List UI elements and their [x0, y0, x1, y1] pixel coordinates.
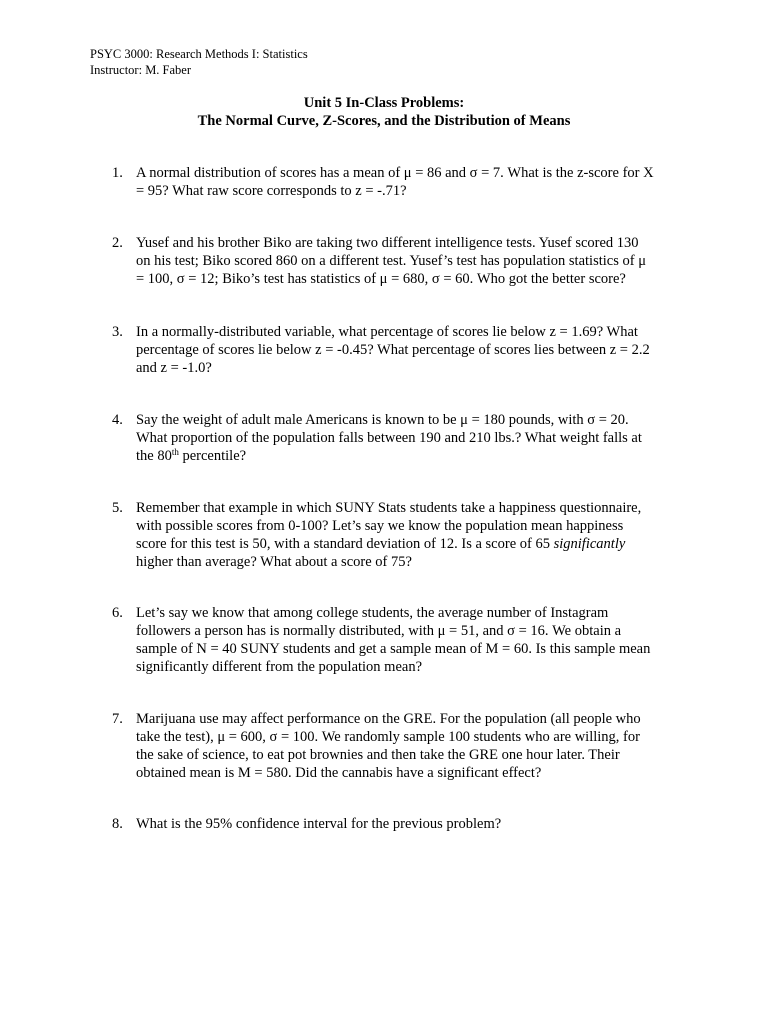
question-line: = 95? What raw score corresponds to z = -.71? — [136, 183, 407, 199]
course-name: PSYC 3000: Research Methods I: Statistics — [90, 47, 308, 61]
question-line: In a normally-distributed variable, what percentage of scores lie below z = 1.69? What — [136, 324, 638, 340]
line-text: the 80 — [136, 448, 172, 464]
question-text — [136, 499, 682, 571]
question-line: higher than average? What about a score of 75? — [136, 554, 412, 570]
document-title — [0, 94, 768, 130]
question-5 — [112, 499, 682, 571]
question-number: 6. — [112, 605, 123, 621]
question-line: on his test; Biko scored 860 on a different test. Yusef’s test has population statistics of μ — [136, 253, 646, 269]
question-line: = 100, σ = 12; Biko’s test has statistics of μ = 680, σ = 60. Who got the better score? — [136, 271, 626, 287]
question-line: sample of N = 40 SUNY students and get a sample mean of M = 60. Is this sample mean — [136, 641, 651, 657]
question-2 — [112, 234, 682, 288]
question-text — [136, 323, 682, 377]
question-text — [136, 815, 682, 833]
question-number: 8. — [112, 816, 123, 832]
question-line: followers a person has is normally distributed, with μ = 51, and σ = 16. We obtain a — [136, 623, 622, 639]
title-line-2: The Normal Curve, Z-Scores, and the Distribution of Means — [197, 113, 571, 129]
question-text — [136, 710, 682, 782]
question-line: Marijuana use may affect performance on the GRE. For the population (all people who — [136, 711, 641, 727]
question-3 — [112, 323, 682, 377]
question-line: with possible scores from 0-100? Let’s say we know the population mean happiness — [136, 518, 624, 534]
question-line: Yusef and his brother Biko are taking two different intelligence tests. Yusef scored 130 — [136, 235, 639, 251]
question-line: obtained mean is M = 580. Did the cannabis have a significant effect? — [136, 765, 542, 781]
question-line: percentage of scores lie below z = -0.45? What percentage of scores lies between z = 2.2 — [136, 342, 650, 358]
line-text: percentile? — [178, 448, 247, 464]
title-line-1: Unit 5 In-Class Problems: — [303, 95, 465, 111]
question-4 — [112, 411, 682, 465]
question-line: Let’s say we know that among college students, the average number of Instagram — [136, 605, 609, 621]
question-number: 5. — [112, 500, 123, 516]
question-text — [136, 411, 682, 465]
question-line: Say the weight of adult male Americans is known to be μ = 180 pounds, with σ = 20. — [136, 412, 629, 428]
question-line: the sake of science, to eat pot brownies and then take the GRE one hour later. Their — [136, 747, 620, 763]
question-line: What proportion of the population falls between 190 and 210 lbs.? What weight falls at — [136, 430, 642, 446]
question-8 — [112, 815, 682, 833]
question-number: 2. — [112, 235, 123, 251]
document-header — [90, 46, 308, 78]
question-text — [136, 234, 682, 288]
question-line: take the test), μ = 600, σ = 100. We randomly sample 100 students who are willing, for — [136, 729, 640, 745]
question-number: 3. — [112, 324, 123, 340]
question-line: A normal distribution of scores has a mean of μ = 86 and σ = 7. What is the z-score for X — [136, 165, 654, 181]
question-line: significantly different from the population mean? — [136, 659, 423, 675]
question-7 — [112, 710, 682, 782]
question-line: and z = -1.0? — [136, 360, 212, 376]
question-number: 7. — [112, 711, 123, 727]
question-line: Remember that example in which SUNY Stats students take a happiness questionnaire, — [136, 500, 642, 516]
question-line: What is the 95% confidence interval for the previous problem? — [136, 816, 502, 832]
line-text: score for this test is 50, with a standard deviation of 12. Is a score of 65 — [136, 536, 554, 552]
question-1 — [112, 164, 682, 200]
question-6 — [112, 604, 682, 676]
emphasized-text: significantly — [553, 536, 626, 552]
question-number: 4. — [112, 412, 123, 428]
question-text — [136, 604, 682, 676]
question-text — [136, 164, 682, 200]
question-number: 1. — [112, 165, 123, 181]
question-line — [136, 447, 682, 465]
instructor-name: Instructor: M. Faber — [90, 63, 192, 77]
superscript: th — [171, 447, 179, 457]
question-line — [136, 535, 682, 553]
